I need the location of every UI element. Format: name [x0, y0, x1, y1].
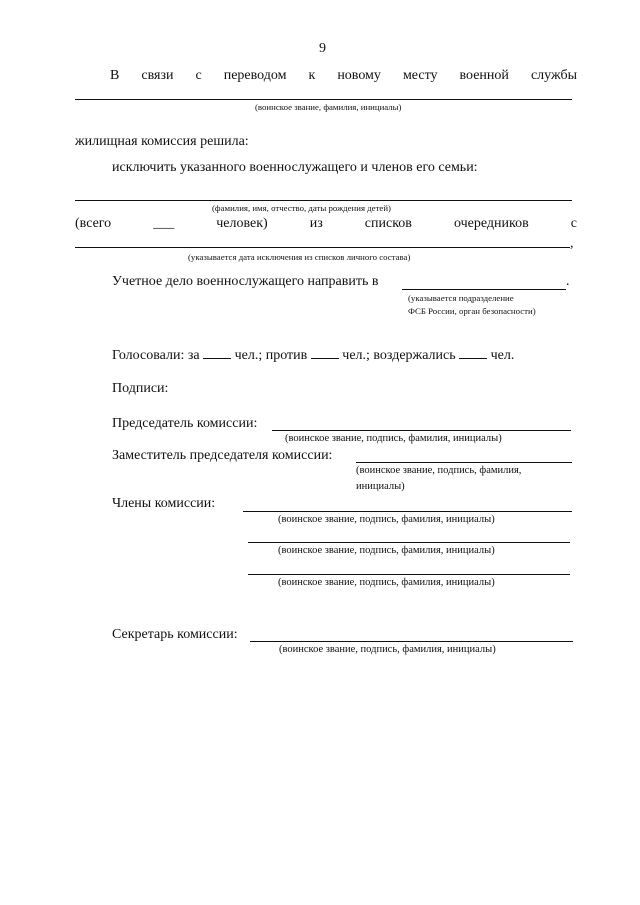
votes-for-label: Голосовали: за — [112, 348, 200, 363]
transfer-sentence — [110, 68, 577, 84]
word: списков — [364, 216, 412, 231]
votes-abstained-label: чел.; воздержались — [342, 348, 456, 363]
serviceman-caption: (воинское звание, фамилия, инициалы) — [255, 102, 402, 112]
member-signature-line-2[interactable] — [248, 542, 570, 543]
deputy-caption-2: инициалы) — [356, 481, 405, 492]
word: переводом — [223, 68, 287, 83]
votes-against-blank[interactable] — [311, 346, 339, 359]
member-caption-2: (воинское звание, подпись, фамилия, инициалы) — [278, 545, 495, 556]
votes-end-label: чел. — [490, 348, 515, 363]
votes-for-blank[interactable] — [203, 346, 231, 359]
total-count-blank[interactable]: ___ — [153, 216, 175, 231]
word: к — [308, 68, 316, 83]
page-number: 9 — [319, 41, 326, 56]
votes-abstained-blank[interactable] — [459, 346, 487, 359]
member-caption-3: (воинское звание, подпись, фамилия, инициалы) — [278, 577, 495, 588]
members-label: Члены комиссии: — [112, 496, 216, 511]
word: службы — [530, 68, 577, 83]
member-signature-line-3[interactable] — [248, 574, 570, 575]
destination-caption-2: ФСБ России, орган безопасности) — [408, 306, 536, 316]
exclusion-date-line[interactable] — [75, 247, 570, 248]
votes-line — [112, 346, 514, 364]
secretary-signature-line[interactable] — [250, 641, 573, 642]
word: из — [309, 216, 323, 231]
word: человек) — [216, 216, 268, 231]
date-caption: (указывается дата исключения из списков личного состава) — [188, 252, 411, 262]
commission-decided-text: жилищная комиссия решила: — [75, 134, 249, 149]
end-comma: , — [570, 236, 574, 251]
member-caption-1: (воинское звание, подпись, фамилия, инициалы) — [278, 514, 495, 525]
word: связи — [141, 68, 174, 83]
word: новому — [337, 68, 381, 83]
family-caption: (фамилия, имя, отчество, даты рождения детей) — [212, 203, 391, 213]
serviceman-field-line[interactable] — [75, 99, 572, 100]
deputy-caption-1: (воинское звание, подпись, фамилия, — [356, 465, 522, 476]
secretary-label: Секретарь комиссии: — [112, 627, 238, 642]
word: (всего — [75, 216, 112, 231]
destination-field-line[interactable] — [402, 289, 566, 290]
family-field-line[interactable] — [75, 200, 572, 201]
signatures-label: Подписи: — [112, 381, 169, 396]
chairman-label: Председатель комиссии: — [112, 416, 258, 431]
chairman-caption: (воинское звание, подпись, фамилия, инициалы) — [285, 433, 502, 444]
end-period: . — [566, 274, 570, 289]
exclude-text: исключить указанного военнослужащего и членов его семьи: — [112, 160, 478, 175]
secretary-caption: (воинское звание, подпись, фамилия, инициалы) — [279, 644, 496, 655]
chairman-signature-line[interactable] — [272, 430, 571, 431]
deputy-label: Заместитель председателя комиссии: — [112, 448, 333, 463]
deputy-signature-line[interactable] — [356, 462, 572, 463]
word: военной — [459, 68, 509, 83]
word: с — [195, 68, 202, 83]
word: с — [570, 216, 577, 231]
votes-against-label: чел.; против — [234, 348, 308, 363]
word: В — [110, 68, 120, 83]
file-sent-text: Учетное дело военнослужащего направить в — [112, 274, 379, 289]
word: очередников — [453, 216, 529, 231]
member-signature-line-1[interactable] — [243, 511, 572, 512]
total-sentence — [75, 216, 577, 232]
word: месту — [402, 68, 438, 83]
destination-caption-1: (указывается подразделение — [408, 293, 514, 303]
